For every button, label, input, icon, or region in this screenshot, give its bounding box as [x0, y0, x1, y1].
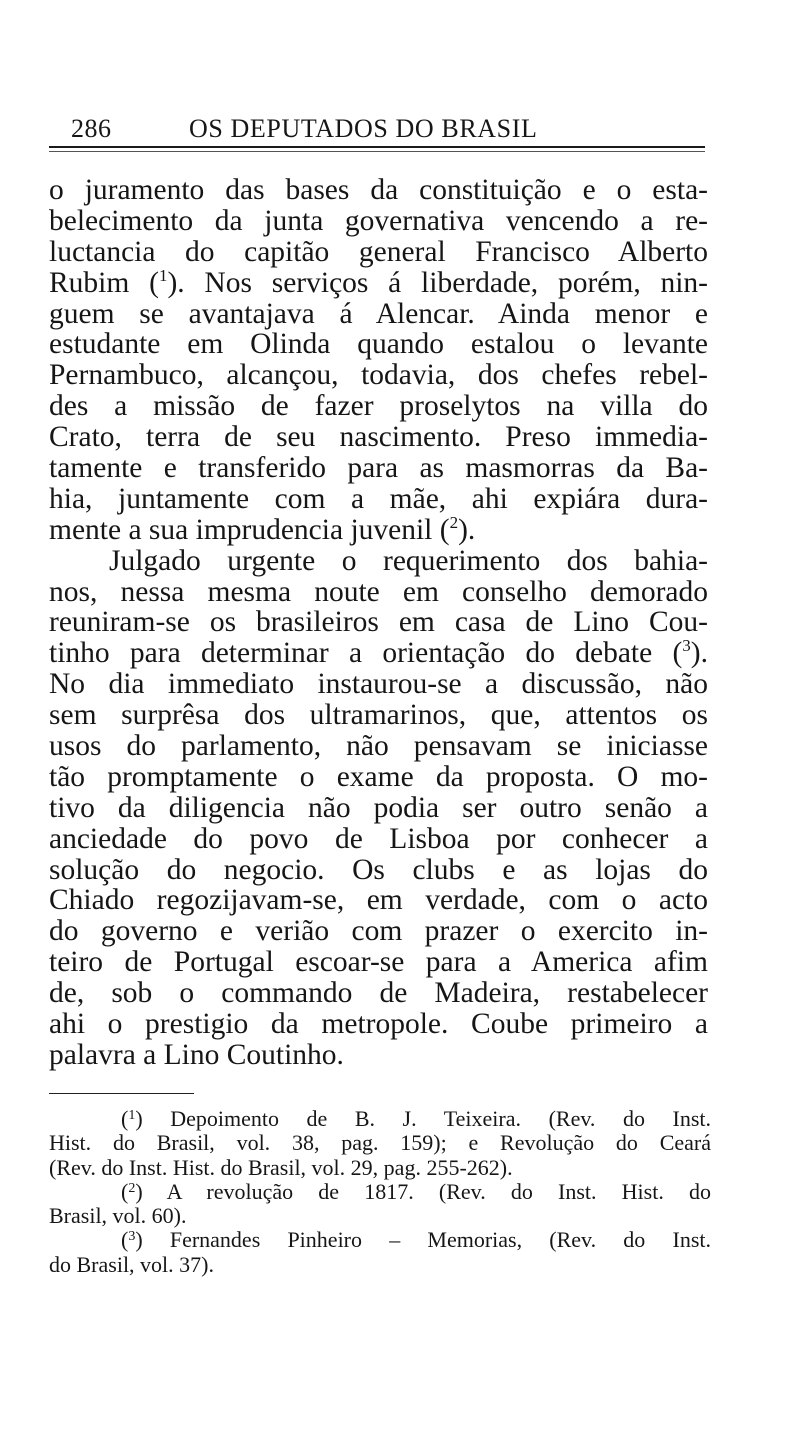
body-line: tinho para determinar a orientação do debate ($^3$).: [49, 636, 708, 670]
body-line: solução do negocio. Os clubs e as lojas do: [49, 853, 708, 886]
body-line: reuniram-se os brasileiros em casa de Lino Cou-: [49, 606, 708, 639]
body-text: [49, 175, 708, 1071]
body-line: nos, nessa mesma noute em conselho demorado: [49, 575, 708, 608]
footnote-line: ($^3$) Fernandes Pinheiro – Memorias, (Rev. do Inst.: [121, 1227, 711, 1253]
footnote-ref: 3: [682, 636, 691, 656]
footnote-line: Brasil, vol. 60).: [49, 1203, 187, 1229]
header-rule-thick: [49, 146, 705, 148]
body-line: o juramento das bases da constituição e o esta-: [49, 174, 708, 206]
body-line: usos do parlamento, não pensavam se iniciasse: [49, 730, 708, 763]
body-line: Rubim ($^1$). Nos serviços á liberdade, porém, nin-: [49, 265, 708, 299]
footnote-separator: [49, 1093, 194, 1094]
body-line: teiro de Portugal escoar-se para a America afim: [49, 946, 708, 979]
body-line: tivo da diligencia não podia ser outro senão a: [49, 791, 708, 824]
page-number: 286: [71, 114, 112, 143]
body-line: sem surprêsa dos ultramarinos, que, attentos os: [49, 699, 708, 732]
footnote-line: (Rev. do Inst. Hist. do Brasil, vol. 29, pag. 255-262).: [49, 1154, 513, 1180]
footnote-ref: 2: [128, 1180, 136, 1196]
footnote-ref: 1: [128, 1108, 136, 1123]
body-line: tão promptamente o exame da proposta. O mo-: [49, 760, 708, 793]
body-line: de, sob o commando de Madeira, restabelecer: [49, 977, 708, 1010]
body-line: guem se avantajava á Alencar. Ainda menor e: [49, 297, 708, 330]
running-header: [49, 106, 705, 146]
footnote-line: ($^1$) Depoimento de B. J. Teixeira. (Rev. do Inst.: [121, 1106, 711, 1131]
header-rule-thin: [49, 151, 705, 152]
body-line: Chiado regozijavam-se, em verdade, com o acto: [49, 884, 708, 917]
body-line: Crato, terra de seu nascimento. Preso immedia-: [49, 421, 708, 454]
body-line: tamente e transferido para as masmorras da Ba-: [49, 452, 708, 485]
body-line: belecimento da junta governativa vencendo a re-: [49, 204, 708, 237]
body-line: Pernambuco, alcançou, todavia, dos chefes rebel-: [49, 359, 708, 392]
footnote-line: do Brasil, vol. 37).: [49, 1251, 214, 1277]
footnotes: [49, 1107, 711, 1277]
footnote-ref: 2: [449, 512, 459, 532]
body-line: Julgado urgente o requerimento dos bahia-: [109, 544, 708, 577]
body-line: ahi o prestigio da metropole. Coube primeiro a: [49, 1008, 708, 1041]
footnote-line: ($^2$) A revolução de 1817. (Rev. do Inst. Hist. do: [121, 1178, 711, 1204]
body-line: luctancia do capitão general Francisco Alberto: [49, 235, 708, 268]
body-line: hia, juntamente com a mãe, ahi expiára dura-: [49, 482, 708, 515]
body-line: des a missão de fazer proselytos na villa do: [49, 390, 708, 423]
body-line: do governo e verião com prazer o exercito in-: [49, 915, 708, 948]
footnote-ref: 3: [128, 1229, 136, 1245]
body-line: No dia immediato instaurou-se a discussão, não: [49, 668, 708, 701]
running-title: OS DEPUTADOS DO BRASIL: [189, 114, 538, 143]
body-line: estudante em Olinda quando estalou o levante: [49, 328, 708, 361]
footnote-ref: 1: [158, 265, 168, 285]
footnote-line: Hist. do Brasil, vol. 38, pag. 159); e Revolução do Ceará: [49, 1130, 711, 1156]
body-line: palavra a Lino Coutinho.: [49, 1038, 344, 1071]
body-line: mente a sua imprudencia juvenil ($^2$).: [49, 512, 476, 546]
body-line: anciedade do povo de Lisboa por conhecer a: [49, 822, 708, 855]
